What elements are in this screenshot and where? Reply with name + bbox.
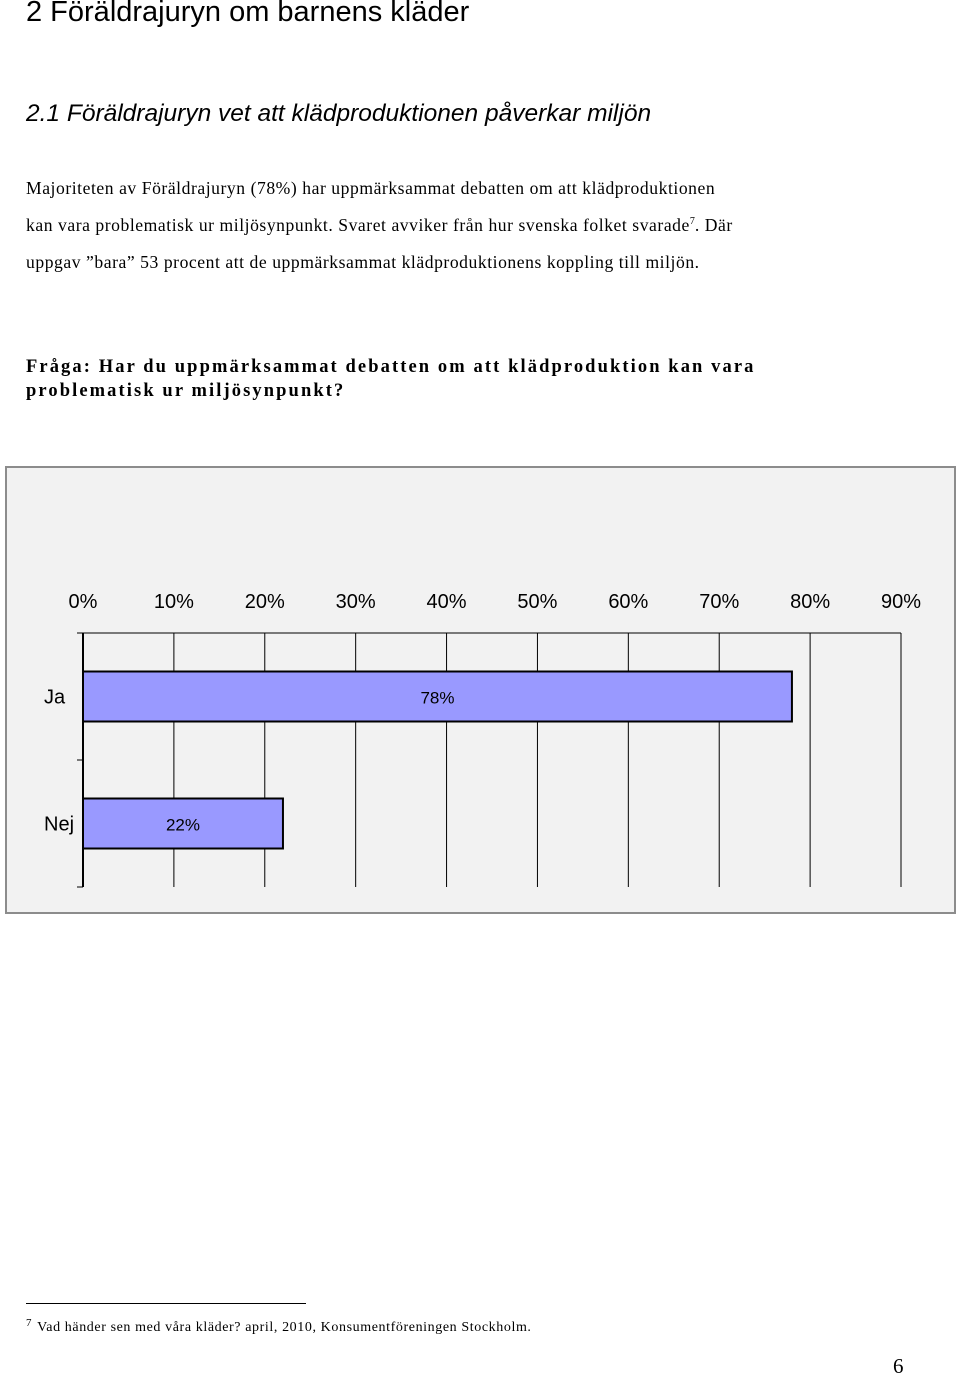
category-label: Ja: [44, 686, 66, 709]
x-tick-label: 90%: [880, 591, 922, 613]
intro-paragraph: [26, 170, 916, 281]
paragraph-line: Majoriteten av Föräldrajuryn (78%) har uppmärksammat debatten om att klädproduktionen: [26, 178, 716, 198]
x-tick-label: 70%: [699, 591, 740, 613]
bar-value-label: 78%: [420, 688, 455, 708]
footnote: [26, 1313, 532, 1338]
footnote-text: Vad händer sen med våra kläder? april, 2010, Konsumentföreningen Stockholm.: [37, 1320, 532, 1335]
x-tick-label: 50%: [517, 591, 558, 613]
paragraph-text: kan vara problematisk ur miljösynpunkt. Svaret avviker från hur svenska folket svarade: [26, 215, 690, 235]
x-tick-label: 40%: [426, 591, 467, 613]
paragraph-line: [26, 207, 916, 244]
survey-question: [26, 355, 926, 403]
x-tick-label: 0%: [68, 591, 98, 613]
footnote-reference[interactable]: 7: [689, 216, 695, 227]
paragraph-line: uppgav ”bara” 53 procent att de uppmärksammat klädproduktionens koppling till miljön.: [26, 252, 700, 272]
x-tick-label: 60%: [608, 591, 649, 613]
bar-chart-canvas: [7, 468, 954, 912]
bar-chart: [5, 466, 956, 914]
subsection-heading: 2.1 Föräldrajuryn vet att klädproduktionen påverkar miljön: [26, 100, 652, 127]
bar-value-label: 22%: [165, 815, 200, 835]
paragraph-text: . Där: [694, 215, 733, 235]
x-tick-label: 10%: [153, 591, 194, 613]
question-line: problematisk ur miljösynpunkt?: [26, 381, 346, 401]
page-number: 6: [893, 1354, 904, 1378]
question-line: Fråga: Har du uppmärksammat debatten om att klädproduktion kan vara: [26, 357, 756, 377]
x-tick-label: 80%: [790, 591, 831, 613]
footnote-divider: [26, 1303, 306, 1304]
x-tick-label: 20%: [244, 591, 285, 613]
section-heading: 2 Föräldrajuryn om barnens kläder: [26, 0, 470, 28]
x-tick-label: 30%: [335, 591, 376, 613]
category-label: Nej: [44, 813, 75, 836]
footnote-number: 7: [26, 1317, 33, 1329]
